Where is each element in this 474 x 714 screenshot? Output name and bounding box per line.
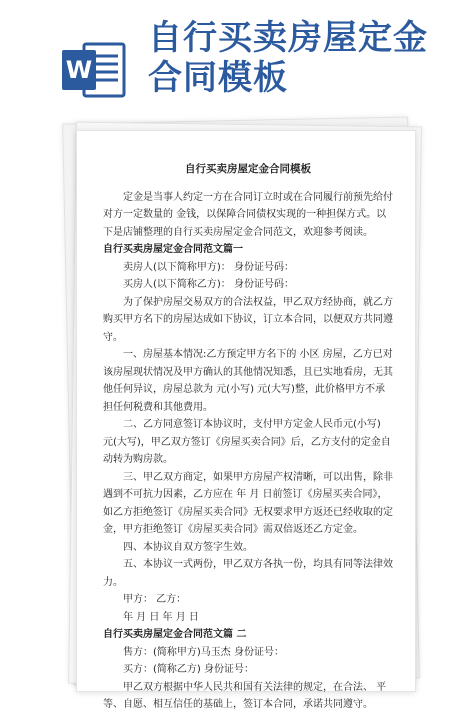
svg-text:W: W	[65, 56, 93, 84]
paragraph: 售方：(简称甲方)马玉杰 身份证号：	[123, 646, 284, 658]
paragraph: 定金是当事人约定一方在合同订立时或在合同履行前预先给付对方一定数量的 金钱，以保障合同债权实现的一种担保方式。以下是店铺整理的自行买卖房屋定金合同范文，欢迎参考阅读。	[103, 191, 393, 238]
paragraph: 甲方： 乙方：	[123, 594, 187, 605]
document-preview	[62, 120, 422, 710]
paragraph-list	[103, 189, 393, 714]
paragraph: 年 月 日 年 月 日	[123, 611, 199, 623]
section-heading: 自行买卖房屋定金合同范文篇 二	[103, 629, 247, 640]
paragraph: 为了保护房屋交易双方的合法权益，甲乙双方经协商，就乙方购买甲方名下的房屋达成如下协议，订立本合同，以便双方共同遵守。	[103, 296, 393, 343]
document-title: 自行买卖房屋定金合同模板	[185, 163, 311, 175]
paragraph: 买方：(简称乙方) 身份证号：	[123, 664, 254, 675]
document-body	[103, 155, 393, 714]
paragraph: 卖房人(以下简称甲方)： 身份证号码：	[123, 261, 294, 273]
section-heading: 自行买卖房屋定金合同范文篇一	[103, 244, 243, 255]
word-document-icon	[62, 40, 128, 100]
paragraph: 甲乙双方根据中华人民共和国有关法律的规定，在合法、 平等、自愿、相互信任的基础上，签订本合同，承诺共同遵守。	[103, 681, 387, 710]
page-title: 自行买卖房屋定金合同模板	[148, 18, 428, 98]
paragraph: 买房人(以下简称乙方)： 身份证号码：	[123, 279, 294, 290]
paragraph: 一、房屋基本情况:乙方预定甲方名下的 小区 房屋，乙方已对该房屋现状情况及甲方确认的其他情况知悉，且已实地看房，无其他任何异议，房屋总款为 元(小写) 元(大写)整，此价格甲方不承担任何税费和其他费用。	[103, 349, 393, 413]
paragraph: 五、本协议一式两份，甲乙双方各执一份，均具有同等法律效力。	[103, 559, 393, 588]
paragraph: 三、甲乙双方商定，如果甲方房屋产权清晰，可以出售，除非遇到不可抗力因素，乙方应在 年 月 日前签订《房屋买卖合同》，如乙方拒绝签订《房屋买卖合同》无权要求甲方返还已经收取的定金，甲方拒绝签订《房屋买卖合同》需双倍返还乙方定金。	[103, 471, 393, 535]
paragraph: 二、乙方同意签订本协议时，支付甲方定金人民币元(小写) 元(大写)，甲乙双方签订《房屋买卖合同》后，乙方支付的定金自动转为购房款。	[103, 419, 391, 465]
paragraph: 四、本协议自双方签字生效。	[123, 541, 253, 553]
document-page	[76, 130, 416, 710]
